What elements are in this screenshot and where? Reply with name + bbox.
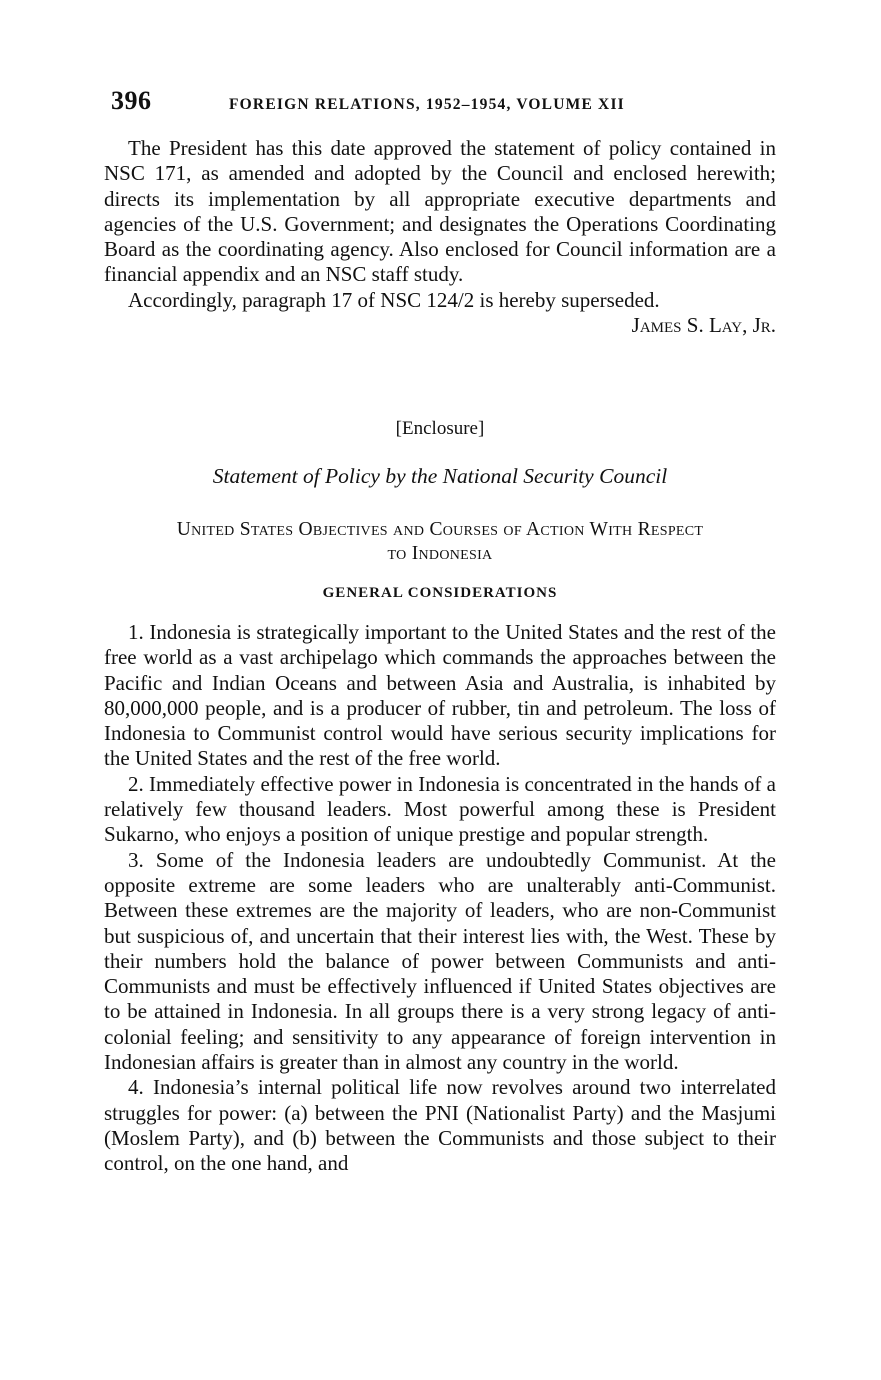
numbered-paragraphs	[104, 620, 776, 1177]
enclosure-label: [Enclosure]	[395, 418, 485, 439]
signature: James S. Lay, Jr.	[631, 313, 776, 338]
document-title	[104, 518, 776, 566]
memo-paragraph: Accordingly, paragraph 17 of NSC 124/2 is hereby superseded.	[128, 287, 660, 312]
section-heading: GENERAL CONSIDERATIONS	[322, 585, 558, 601]
document-title-line: to Indonesia	[387, 543, 493, 564]
paragraph-4: 4. Indonesia’s internal political life now revolves around two interrelated struggles for power: (a) between the PNI (Nationalist Party) and the Masjumi (Moslem Party), and (b) between the Communists and those subject to their control, on the one hand, and	[104, 1075, 776, 1176]
paragraph-1: 1. Indonesia is strategically important to the United States and the rest of the free world as a vast archipelago which commands the approaches between the Pacific and Indian Oceans and between Asia and Australia, is inhabited by 80,000,000 people, and is a producer of rubber, tin and petroleum. The loss of Indonesia to Communist control would have serious security implications for the United States and the rest of the free world.	[104, 620, 776, 771]
page-number: 396	[111, 86, 152, 115]
running-head	[111, 86, 791, 126]
paragraph-3: 3. Some of the Indonesia leaders are undoubtedly Communist. At the opposite extreme are some leaders who are unalterably anti-Communist. Between these extremes are the majority of leaders, who are non-Communist but suspicious of, and uncertain that their interest lies with, the West. These by their numbers hold the balance of power between Communists and anti-Communists and must be effectively influenced if United States objectives are to be attained in Indonesia. In all groups there is a very strong legacy of anti-colonial feeling; and sensitivity to any appearance of foreign intervention in Indonesian affairs is greater than in almost any country in the world.	[104, 847, 776, 1075]
statement-title: Statement of Policy by the National Security Council	[212, 464, 668, 488]
document-title-line: United States Objectives and Courses of Action With Respect	[176, 519, 704, 540]
paragraph-2: 2. Immediately effective power in Indonesia is concentrated in the hands of a relatively few thousand leaders. Most powerful among these is President Sukarno, who enjoys a position of unique prestige and popular strength.	[104, 771, 776, 847]
memo-paragraph: The President has this date approved the statement of policy contained in NSC 171, as amended and adopted by the Council and enclosed herewith; directs its implementation by all appropriate executive departments and agencies of the U.S. Government; and designates the Operations Coordinating Board as the coordinating agency. Also enclosed for Council information are a financial appendix and an NSC staff study.	[104, 136, 776, 287]
memo-body	[104, 136, 776, 338]
running-title: FOREIGN RELATIONS, 1952–1954, VOLUME XII	[229, 96, 625, 113]
